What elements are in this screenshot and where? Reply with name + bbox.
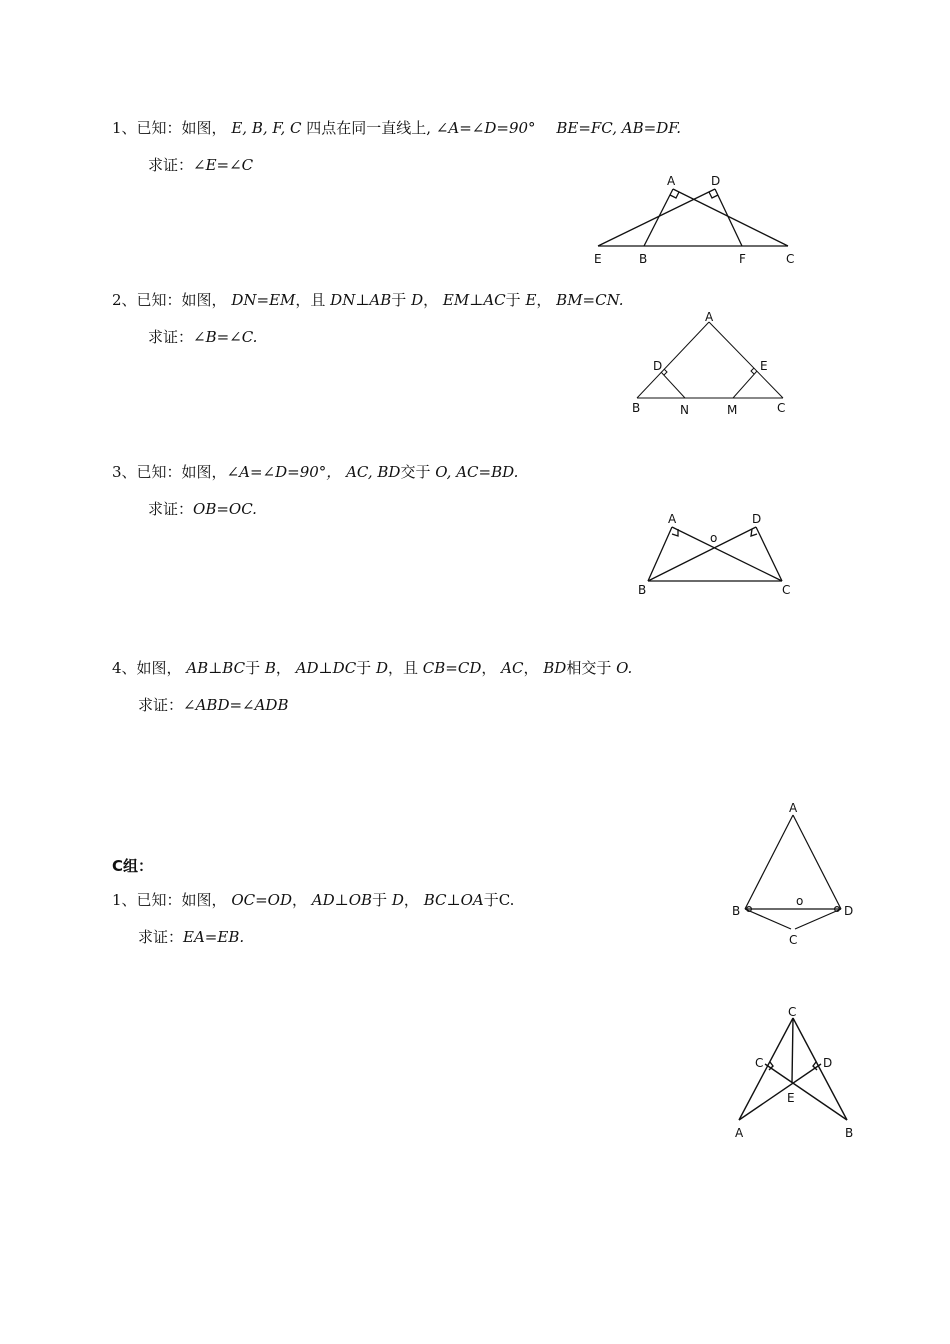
label-B: B <box>638 583 647 597</box>
label-A: A <box>705 310 714 324</box>
math-segment: B <box>264 659 276 677</box>
math-segment: E <box>525 291 537 309</box>
problem-number: 3、 <box>112 463 137 481</box>
label-M: M <box>727 403 738 417</box>
group-c-problem-1-prove <box>138 927 244 947</box>
math-segment: AC, BD <box>346 463 401 481</box>
label-D: D <box>844 904 854 918</box>
math-segment: OB=OC. <box>193 500 257 518</box>
label-A: A <box>735 1126 744 1140</box>
text-segment: 相交于 <box>566 659 612 677</box>
math-segment: ∠A=∠D=90°， <box>226 463 342 481</box>
problem-3-prove <box>148 499 257 519</box>
math-segment: AD⊥OB <box>311 891 373 909</box>
label-B: B <box>632 401 641 415</box>
label-C: C <box>777 401 786 415</box>
label-B: B <box>845 1126 854 1140</box>
label-D: D <box>823 1056 833 1070</box>
label-C: C <box>786 252 795 266</box>
problem-number: 2、 <box>112 291 137 309</box>
prove-label: 求证： <box>138 928 184 946</box>
label-D: D <box>711 174 721 188</box>
label-D: D <box>653 359 663 373</box>
label-A: A <box>667 174 676 188</box>
math-segment: ∠ABD=∠ADB <box>183 696 289 714</box>
math-segment: D <box>411 291 424 309</box>
text-segment: 已知：如图， <box>136 891 227 909</box>
problem-3-statement <box>112 462 518 482</box>
label-B: B <box>639 252 648 266</box>
label-D: D <box>752 512 762 526</box>
math-segment: AD⊥DC <box>295 659 357 677</box>
math-segment: O. <box>616 659 633 677</box>
math-segment: EM⊥AC <box>442 291 506 309</box>
label-O: o <box>796 894 804 908</box>
figure-3 <box>630 505 800 605</box>
math-segment: OC=OD <box>231 891 293 909</box>
text-segment: 于 <box>391 291 407 309</box>
math-segment: EA=EB. <box>183 928 245 946</box>
text-segment: 四点在同一直线上, <box>306 119 432 137</box>
math-segment: D <box>375 659 388 677</box>
math-segment: ∠B=∠C. <box>193 328 258 346</box>
prove-label: 求证： <box>138 696 184 714</box>
math-segment: DN⊥AB <box>330 291 392 309</box>
text-segment: 已知：如图， <box>136 291 227 309</box>
problem-1-prove <box>148 155 253 175</box>
label-E: E <box>787 1091 795 1105</box>
label-B: B <box>732 904 741 918</box>
text-segment: 于 <box>372 891 388 909</box>
label-O: C <box>788 1005 797 1019</box>
text-segment: ，且 <box>295 291 326 309</box>
figure-4 <box>725 797 865 957</box>
text-segment: 于 <box>245 659 261 677</box>
figure-5 <box>725 1000 865 1145</box>
problem-number: 1、 <box>112 119 137 137</box>
prove-label: 求证： <box>148 156 194 174</box>
problem-2-statement: 2、已知：如图， DN=EM，且 DN⊥AB于 D， EM⊥AC于 E， BM=CN. <box>112 291 624 309</box>
math-segment: BC⊥OA <box>423 891 484 909</box>
math-segment: ∠E=∠C <box>193 156 254 174</box>
prove-label: 求证： <box>148 500 194 518</box>
text-segment: 如图， <box>136 659 182 677</box>
label-O: o <box>710 531 718 545</box>
text-segment: 已知：如图， <box>136 463 227 481</box>
math-segment: BM=CN. <box>556 291 624 309</box>
figure-2 <box>625 308 795 420</box>
label-E: E <box>594 252 602 266</box>
label-C: C <box>782 583 791 597</box>
math-segment: CB=CD <box>422 659 482 677</box>
problem-1-statement <box>112 118 681 138</box>
math-segment: AB⊥BC <box>186 659 246 677</box>
label-C: C <box>755 1056 764 1070</box>
problem-number: 4、 <box>112 659 137 677</box>
problem-number: 1、 <box>112 891 137 909</box>
problem-2-prove <box>148 327 257 347</box>
text-segment: 于 <box>356 659 372 677</box>
figure-1 <box>590 170 800 270</box>
math-segment: O, AC=BD. <box>435 463 519 481</box>
label-F: F <box>739 252 746 266</box>
text-segment: 交于 <box>400 463 431 481</box>
label-A: A <box>668 512 677 526</box>
prove-label: 求证： <box>148 328 194 346</box>
label-N: N <box>680 403 689 417</box>
text-segment: 于 <box>505 291 521 309</box>
text-segment: ，且 <box>388 659 419 677</box>
math-segment: D <box>391 891 404 909</box>
math-segment: BD <box>543 659 567 677</box>
problem-4-prove <box>138 695 288 715</box>
math-segment: E, B, F, C <box>231 119 302 137</box>
math-segment: ∠A=∠D=90° <box>435 119 536 137</box>
math-segment: BE=FC, AB=DF. <box>556 119 682 137</box>
label-E: E <box>760 359 768 373</box>
group-c-heading: C组： <box>112 857 154 875</box>
group-c-problem-1-statement: 1、已知：如图， OC=OD， AD⊥OB于 D， BC⊥OA于C. <box>112 891 515 909</box>
label-A: A <box>789 801 798 815</box>
label-C: C <box>789 933 798 947</box>
text-segment: 于C. <box>483 891 515 909</box>
math-segment: DN=EM <box>231 291 296 309</box>
text-segment: 已知：如图， <box>136 119 227 137</box>
problem-4-statement: 4、如图， AB⊥BC于 B， AD⊥DC于 D，且 CB=CD， AC， BD相交于 O. <box>112 659 633 677</box>
math-segment: AC <box>501 659 524 677</box>
